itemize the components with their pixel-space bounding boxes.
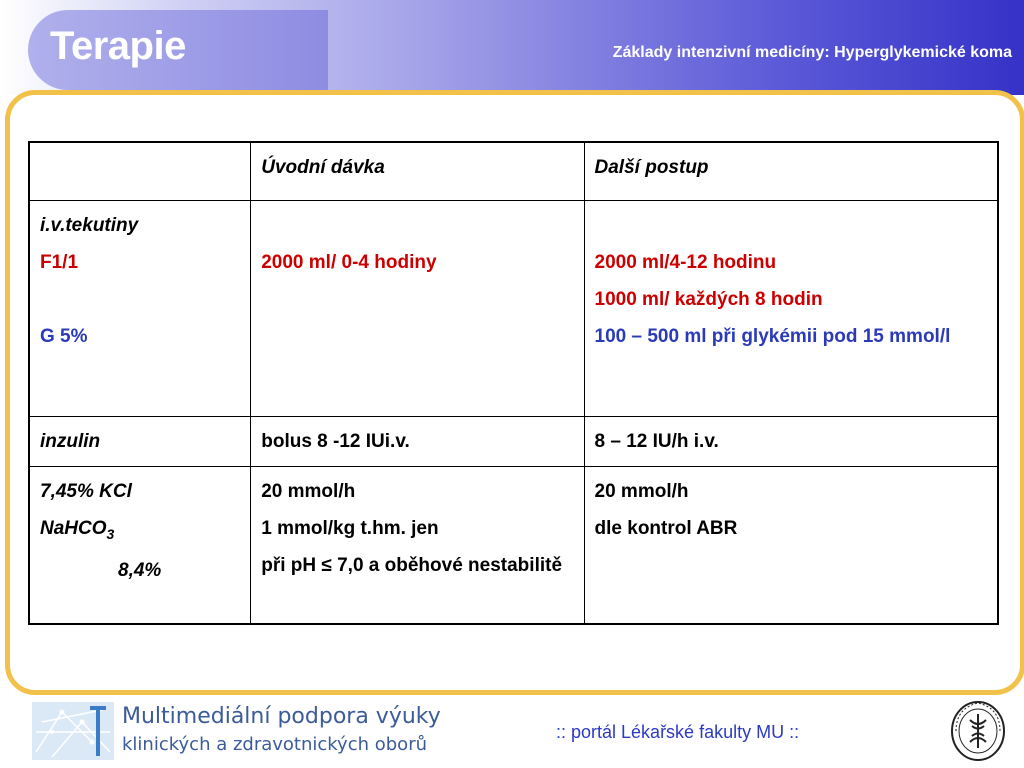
cell-text: při pH ≤ 7,0 a oběhové nestabilitě: [261, 554, 563, 576]
therapy-table: [28, 141, 999, 625]
row-label: 7,45% KCl: [40, 480, 132, 502]
table-cell: [584, 416, 998, 466]
row-label: [40, 510, 240, 553]
cell-text: dle kontrol ABR: [594, 517, 738, 539]
cell-text: G 5%: [40, 325, 88, 347]
cell-text: 1000 ml/ každých 8 hodin: [594, 288, 823, 310]
table-row: [29, 200, 998, 416]
header-cell-empty: [29, 142, 251, 200]
subscript-three: 3: [106, 525, 115, 542]
row-label: i.v.tekutiny: [40, 214, 139, 236]
cell-text: bolus 8 -12 IUi.v.: [261, 430, 410, 452]
portal-link[interactable]: :: portál Lékařské fakulty MU ::: [556, 722, 800, 742]
header-cell-initial-dose: Úvodní dávka: [251, 142, 584, 200]
network-icon: [32, 702, 114, 760]
cell-text: 2000 ml/ 0-4 hodiny: [261, 251, 437, 273]
cell-text: 100 – 500 ml při glykémii pod 15 mmol/l: [594, 325, 951, 347]
cell-text: 20 mmol/h: [261, 480, 356, 502]
cell-text: 8 – 12 IU/h i.v.: [594, 430, 719, 452]
header-cell-next-steps: Další postup: [584, 142, 998, 200]
cell-text: 20 mmol/h: [594, 480, 689, 502]
cell-text: 1 mmol/kg t.hm. jen: [261, 517, 439, 539]
header-bar: [0, 0, 1024, 95]
table-cell: [29, 416, 251, 466]
cell-text: F1/1: [40, 251, 79, 273]
table-row: [29, 466, 998, 624]
row-label: 8,4%: [118, 560, 162, 582]
footer-line1: Multimediální podpora výuky: [122, 704, 441, 729]
row-label: inzulin: [40, 430, 101, 452]
university-seal-icon: [950, 700, 1006, 762]
table-cell: [584, 200, 998, 416]
multimedia-logo: [32, 702, 114, 760]
table-cell: [584, 466, 998, 624]
page-title: Terapie: [50, 24, 186, 68]
page-subtitle: Základy intenzivní medicíny: Hyperglykemické koma: [612, 44, 1012, 61]
footer-line2: klinických a zdravotnických oborů: [122, 734, 427, 755]
table-cell: [251, 200, 584, 416]
table-row: [29, 416, 998, 466]
nahco-text: NaHCO: [40, 517, 107, 539]
cell-text: 2000 ml/4-12 hodinu: [594, 251, 777, 273]
table-cell: [251, 416, 584, 466]
table-header-row: [29, 142, 998, 200]
table-cell: [29, 466, 251, 624]
table-cell: [251, 466, 584, 624]
table-cell: [29, 200, 251, 416]
